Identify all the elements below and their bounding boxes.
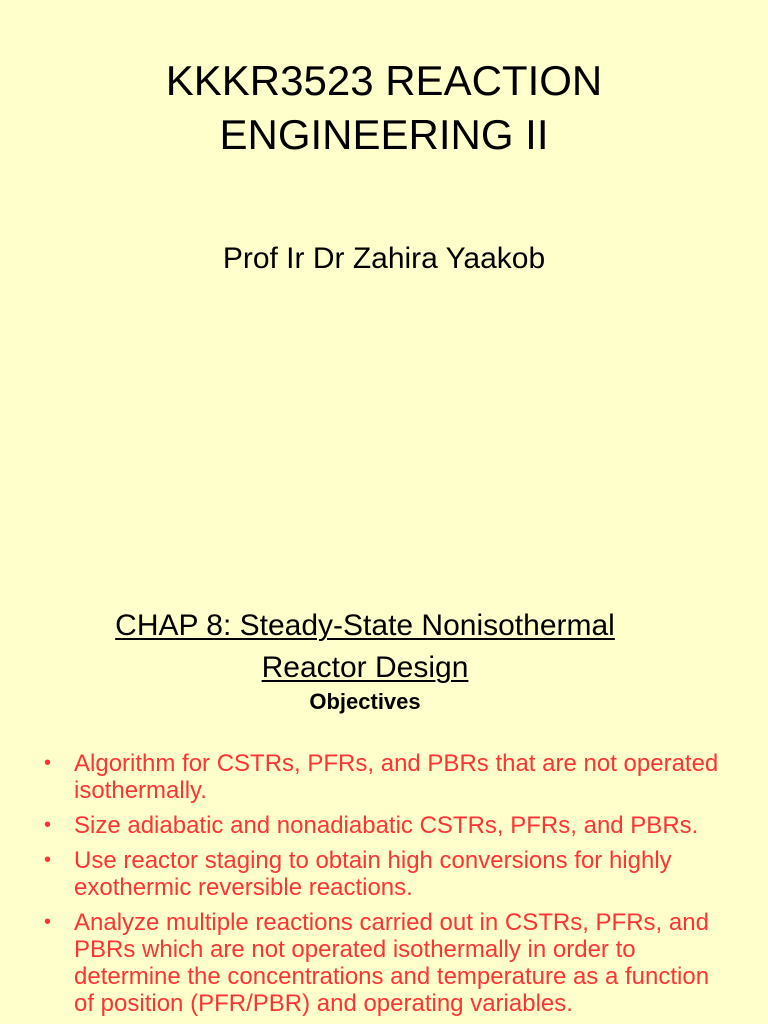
objective-item-4 <box>0 909 768 1017</box>
bullet-dot-icon: • <box>44 752 52 774</box>
author-name: Prof Ir Dr Zahira Yaakob <box>222 242 546 275</box>
objectives-list <box>0 750 768 1024</box>
objective-text-1: Algorithm for CSTRs, PFRs, and PBRs that are not operated isothermally. <box>74 750 719 804</box>
objective-item-2 <box>0 812 768 839</box>
objective-text-3: Use reactor staging to obtain high conversions for highly exothermic reversible reactions. <box>74 847 672 901</box>
bullet-dot-icon: • <box>44 911 52 933</box>
slide-title-line-2: ENGINEERING II <box>219 111 549 158</box>
objective-item-1 <box>0 750 768 804</box>
objectives-heading: Objectives <box>309 689 421 714</box>
objective-text-4: Analyze multiple reactions carried out in CSTRs, PFRs, and PBRs which are not operated isothermally in order to determine the concentrations and temperature as a function of position (PFR/PBR) and operating variables. <box>74 909 710 1017</box>
slide-title <box>0 54 768 162</box>
slide-title-line-1: KKKR3523 REACTION <box>165 57 603 104</box>
chapter-heading-line-2: Reactor Design <box>261 651 469 684</box>
bullet-dot-icon: • <box>44 814 52 836</box>
chapter-heading-line-1: CHAP 8: Steady-State Nonisothermal <box>115 609 615 642</box>
bullet-dot-icon: • <box>44 849 52 871</box>
chapter-heading <box>0 605 730 689</box>
objective-text-2: Size adiabatic and nonadiabatic CSTRs, PFRs, and PBRs. <box>74 812 699 839</box>
objective-item-3 <box>0 847 768 901</box>
